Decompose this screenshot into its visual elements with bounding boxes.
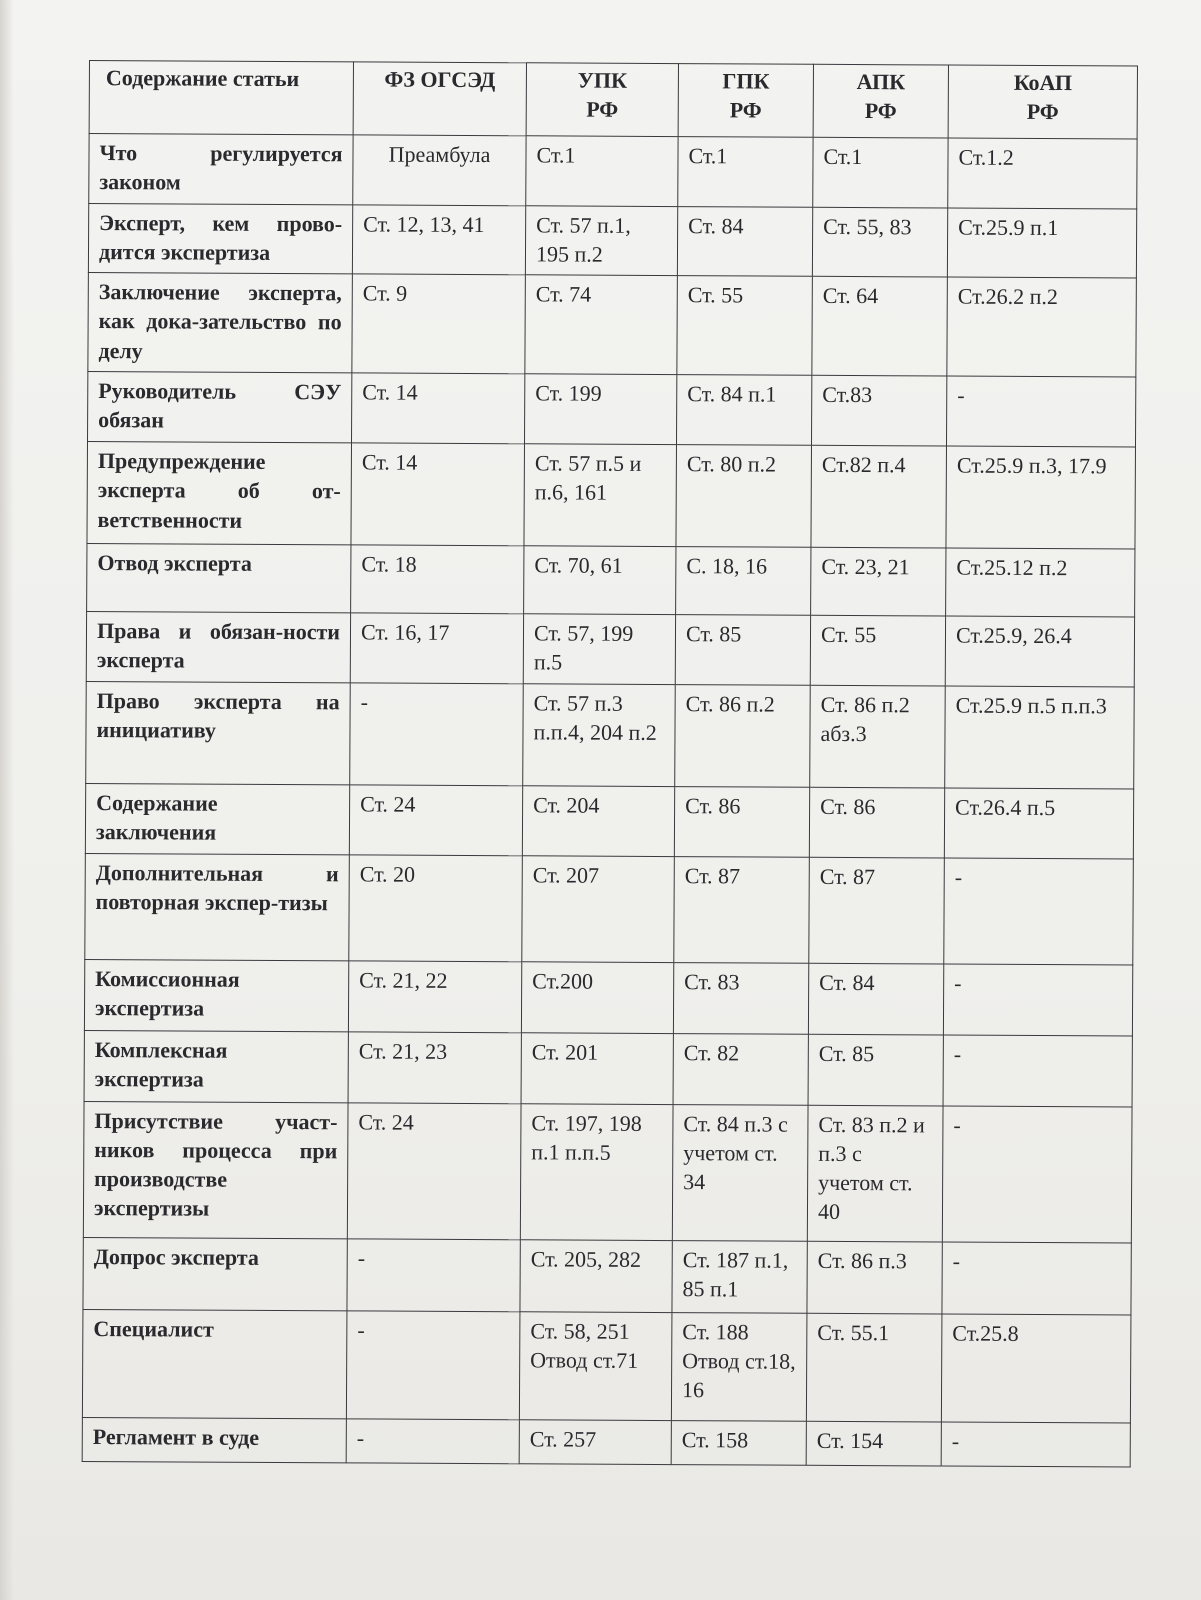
header-text: ГПК РФ <box>722 68 770 123</box>
table-row <box>88 371 1136 446</box>
koap-cell: Ст.25.8 <box>941 1313 1131 1422</box>
fz-cell: Ст. 21, 23 <box>348 1031 521 1103</box>
apk-cell: Ст. 87 <box>809 857 945 964</box>
koap-cell: - <box>941 1421 1130 1466</box>
gpk-cell: Ст. 85 <box>675 615 810 685</box>
upk-cell: Ст. 57 п.1, 195 п.2 <box>525 205 677 275</box>
upk-cell: Ст. 257 <box>519 1419 671 1464</box>
upk-cell: Ст. 199 <box>524 374 676 445</box>
upk-cell: Ст.200 <box>521 961 673 1033</box>
header-row <box>89 61 1137 139</box>
topic-cell: Специалист <box>82 1309 347 1418</box>
topic-cell: Регламент в суде <box>82 1417 346 1462</box>
apk-cell: Ст.82 п.4 <box>811 445 947 548</box>
apk-cell: Ст. 64 <box>812 276 948 376</box>
topic-cell: Заключение эксперта, как дока-зательство по делу <box>88 272 353 372</box>
fz-cell: Ст. 24 <box>347 1102 521 1239</box>
upk-cell: Ст. 57, 199 п.5 <box>523 614 675 684</box>
apk-cell: Ст. 55 <box>810 615 945 685</box>
fz-cell: - <box>347 1238 520 1311</box>
gpk-cell: Ст. 158 <box>671 1420 806 1465</box>
fz-cell: Ст. 16, 17 <box>350 613 523 683</box>
table-row <box>83 1101 1132 1242</box>
topic-cell: Право эксперта на инициативу <box>86 681 351 784</box>
apk-cell: Ст.83 <box>811 375 946 446</box>
apk-cell: Ст.1 <box>813 137 948 207</box>
header-cell-fz: ФЗ ОГСЭД <box>353 62 526 136</box>
gpk-cell: Ст.1 <box>678 137 813 207</box>
fz-cell: - <box>346 1310 520 1419</box>
table-row <box>86 681 1135 788</box>
gpk-cell: Ст. 86 п.2 <box>675 684 811 787</box>
topic-cell: Эксперт, кем прово-дится экспертиза <box>88 203 352 274</box>
table-row <box>88 272 1137 376</box>
upk-cell: Ст. 197, 198 п.1 п.п.5 <box>520 1103 673 1240</box>
topic-cell: Комиссионная экспертиза <box>84 959 348 1031</box>
koap-cell: Ст.25.9, 26.4 <box>945 616 1134 686</box>
apk-cell: Ст. 86 п.2 абз.3 <box>810 685 946 788</box>
upk-cell: Ст. 205, 282 <box>520 1239 672 1312</box>
header-cell-apk <box>813 64 948 138</box>
apk-cell: Ст. 23, 21 <box>811 547 946 616</box>
apk-cell: Ст. 85 <box>808 1034 943 1106</box>
topic-cell: Комплексная экспертиза <box>84 1030 348 1102</box>
apk-cell: Ст. 86 п.3 <box>807 1241 942 1314</box>
fz-cell: Ст. 14 <box>351 373 524 444</box>
fz-cell: Ст. 21, 22 <box>348 960 521 1032</box>
table-row <box>89 134 1137 209</box>
paper-shadow-edge <box>0 0 14 1600</box>
header-cell-gpk <box>678 64 813 138</box>
gpk-cell: Ст. 187 п.1, 85 п.1 <box>672 1240 807 1313</box>
gpk-cell: С. 18, 16 <box>676 547 811 616</box>
table-row <box>82 1309 1131 1422</box>
table-row <box>83 1237 1131 1314</box>
table-row <box>84 959 1132 1035</box>
upk-cell: Ст. 58, 251 Отвод ст.71 <box>519 1311 672 1420</box>
upk-cell: Ст. 70, 61 <box>524 546 676 615</box>
gpk-cell: Ст. 80 п.2 <box>676 445 812 548</box>
koap-cell: Ст.25.9 п.1 <box>947 207 1136 277</box>
koap-cell: - <box>942 1105 1132 1242</box>
gpk-cell: Ст. 84 <box>677 206 812 276</box>
upk-cell: Ст.1 <box>526 136 678 206</box>
table-row <box>86 611 1134 686</box>
apk-cell: Ст. 55.1 <box>806 1313 942 1422</box>
gpk-cell: Ст. 86 <box>674 786 809 857</box>
upk-cell: Ст. 57 п.3 п.п.4, 204 п.2 <box>523 683 676 786</box>
apk-cell: Ст. 55, 83 <box>812 207 947 277</box>
apk-cell: Ст. 86 <box>809 787 944 858</box>
fz-cell: Преамбула <box>353 135 526 205</box>
upk-cell: Ст. 74 <box>525 275 678 375</box>
header-cell-koap <box>948 65 1137 139</box>
fz-cell: - <box>346 1418 519 1463</box>
gpk-cell: Ст. 84 п.1 <box>676 375 811 446</box>
header-cell-topic: Содержание статьи <box>89 61 353 135</box>
header-cell-upk <box>526 63 678 137</box>
topic-cell: Дополнительная и повторная экспер-тизы <box>85 853 350 960</box>
upk-cell: Ст. 207 <box>522 855 675 962</box>
gpk-cell: Ст. 82 <box>673 1033 808 1105</box>
header-text: КоАП РФ <box>1013 69 1073 125</box>
koap-cell: - <box>944 857 1134 964</box>
upk-cell: Ст. 204 <box>522 785 674 856</box>
topic-cell: Допрос эксперта <box>83 1237 347 1310</box>
koap-cell: - <box>942 1241 1131 1314</box>
topic-cell: Отвод эксперта <box>87 543 351 612</box>
koap-cell: Ст.26.2 п.2 <box>947 277 1137 377</box>
topic-cell: Предупреждение эксперта об от-ветственности <box>87 441 352 544</box>
topic-cell: Права и обязан-ности эксперта <box>86 611 350 682</box>
fz-cell: Ст. 24 <box>349 784 522 855</box>
koap-cell: - <box>943 1034 1132 1106</box>
table-row <box>87 543 1135 616</box>
koap-cell: Ст.25.9 п.3, 17.9 <box>946 446 1136 549</box>
table-row <box>82 1417 1130 1466</box>
fz-cell: Ст. 12, 13, 41 <box>352 204 525 274</box>
fz-cell: Ст. 9 <box>352 274 526 374</box>
koap-cell: Ст.25.9 п.5 п.п.3 <box>945 685 1135 788</box>
topic-cell: Руководитель СЭУ обязан <box>88 371 352 442</box>
gpk-cell: Ст. 83 <box>673 962 808 1034</box>
koap-cell: Ст.25.12 п.2 <box>946 548 1135 617</box>
header-text: АПК РФ <box>856 69 906 124</box>
gpk-cell: Ст. 55 <box>677 276 813 376</box>
koap-cell: Ст.26.4 п.5 <box>944 787 1133 858</box>
upk-cell: Ст. 201 <box>521 1032 673 1104</box>
table-row <box>88 203 1136 278</box>
topic-cell: Что регулируется законом <box>89 134 353 205</box>
header-text: УПК РФ <box>577 67 628 123</box>
apk-cell: Ст. 154 <box>806 1421 941 1466</box>
gpk-cell: Ст. 188 Отвод ст.18, 16 <box>671 1312 807 1421</box>
apk-cell: Ст. 84 <box>808 963 943 1035</box>
table-row <box>84 1030 1132 1106</box>
gpk-cell: Ст. 87 <box>674 856 810 963</box>
table-row <box>87 441 1136 548</box>
koap-cell: Ст.1.2 <box>948 138 1137 208</box>
topic-cell: Присутствие участ-ников процесса при производстве экспертизы <box>83 1101 348 1238</box>
law-comparison-table <box>82 60 1138 1467</box>
upk-cell: Ст. 57 п.5 и п.6, 161 <box>524 444 677 547</box>
topic-cell: Содержание заключения <box>85 783 349 854</box>
fz-cell: - <box>350 682 524 785</box>
koap-cell: - <box>943 963 1132 1035</box>
table-row <box>85 783 1133 858</box>
gpk-cell: Ст. 84 п.3 с учетом ст. 34 <box>672 1104 808 1241</box>
fz-cell: Ст. 14 <box>351 443 525 546</box>
koap-cell: - <box>946 376 1135 447</box>
table-row <box>85 853 1134 964</box>
fz-cell: Ст. 18 <box>351 545 524 614</box>
fz-cell: Ст. 20 <box>349 854 523 961</box>
apk-cell: Ст. 83 п.2 и п.3 с учетом ст. 40 <box>807 1105 943 1242</box>
